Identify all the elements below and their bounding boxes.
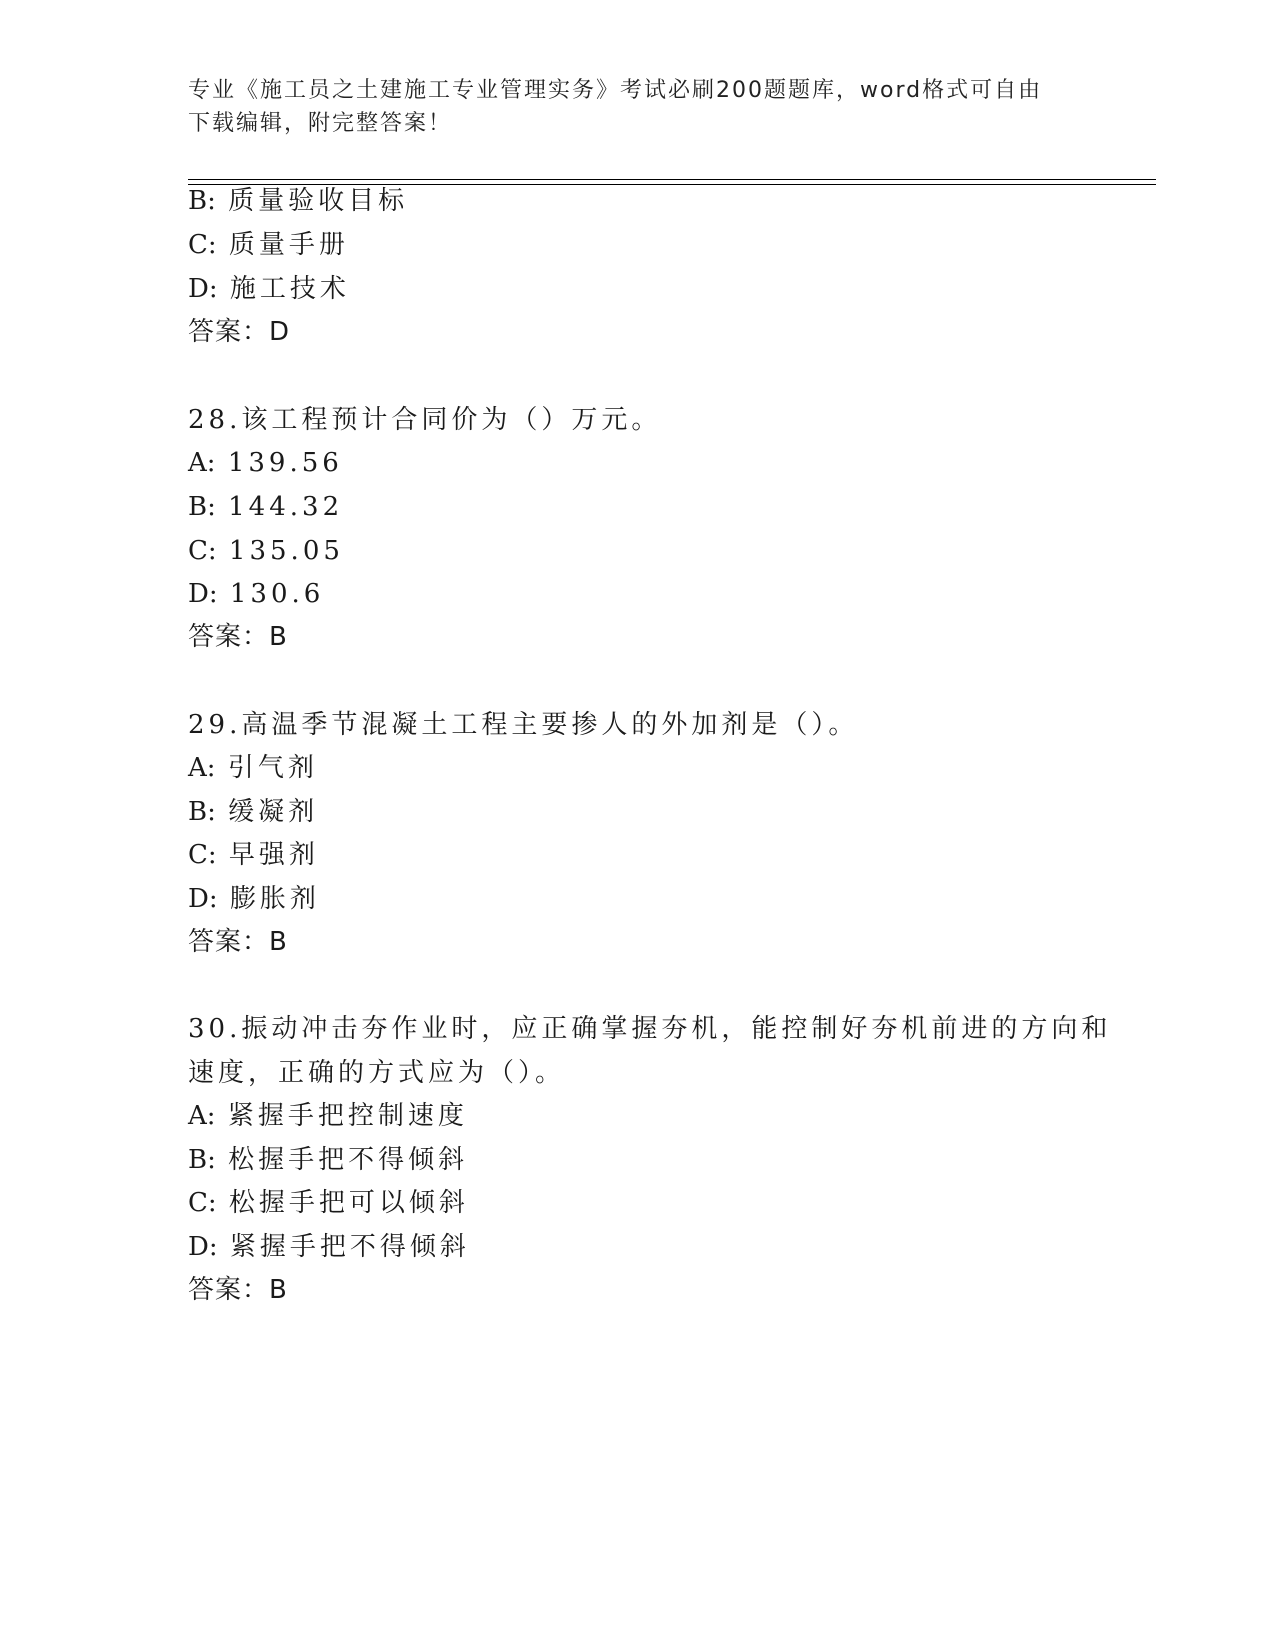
option-text: 松握手把可以倾斜	[228, 1188, 469, 1218]
option-key: C:	[188, 230, 217, 260]
option-d	[188, 579, 324, 609]
option-key: C:	[188, 536, 217, 566]
option-text: 130.6	[229, 579, 325, 609]
option-text: 质量验收目标	[228, 186, 409, 216]
option-a	[188, 753, 318, 783]
option-key: D:	[188, 579, 218, 609]
option-text: 紧握手把控制速度	[227, 1101, 468, 1131]
option-key: B:	[188, 1145, 216, 1175]
option-text: 引气剂	[227, 753, 318, 783]
answer-line: 答案：B	[188, 1275, 288, 1305]
option-d	[188, 884, 320, 914]
option-key: B:	[188, 797, 216, 827]
option-b	[188, 492, 343, 522]
option-c	[188, 1188, 469, 1218]
option-b	[188, 1145, 468, 1175]
question-stem: 28.该工程预计合同价为（）万元。	[188, 405, 662, 435]
option-d	[188, 274, 350, 304]
option-text: 缓凝剂	[228, 797, 319, 827]
option-text: 施工技术	[229, 274, 350, 304]
option-key: B:	[188, 186, 216, 216]
option-text: 膨胀剂	[229, 884, 320, 914]
header-line-2: 下载编辑，附完整答案！	[188, 111, 453, 136]
option-text: 139.56	[227, 448, 343, 478]
option-key: B:	[188, 492, 216, 522]
option-key: D:	[188, 274, 218, 304]
option-key: A:	[188, 448, 216, 478]
question-stem: 29.高温季节混凝土工程主要掺人的外加剂是（）。	[188, 710, 859, 740]
answer-line: 答案：B	[188, 927, 288, 957]
option-a	[188, 1101, 468, 1131]
option-d	[188, 1232, 470, 1262]
option-text: 135.05	[228, 536, 344, 566]
option-key: C:	[188, 840, 217, 870]
option-key: D:	[188, 884, 218, 914]
option-text: 质量手册	[228, 230, 349, 260]
option-key: A:	[188, 753, 216, 783]
option-key: D:	[188, 1232, 218, 1262]
option-b	[188, 797, 318, 827]
option-b	[188, 186, 408, 216]
option-c	[188, 230, 349, 260]
question-stem-continued: 速度，正确的方式应为（）。	[188, 1058, 566, 1088]
answer-line: 答案：D	[188, 317, 291, 347]
option-c	[188, 536, 344, 566]
option-text: 144.32	[228, 492, 344, 522]
option-key: C:	[188, 1188, 217, 1218]
answer-line: 答案：B	[188, 622, 288, 652]
option-text: 早强剂	[228, 840, 319, 870]
option-c	[188, 840, 319, 870]
header-line-1: 专业《施工员之土建施工专业管理实务》考试必刷200题题库，word格式可自由	[188, 78, 1043, 103]
header-divider-top	[188, 179, 1156, 180]
option-text: 松握手把不得倾斜	[228, 1145, 469, 1175]
option-text: 紧握手把不得倾斜	[229, 1232, 470, 1262]
question-stem: 30.振动冲击夯作业时，应正确掌握夯机，能控制好夯机前进的方向和	[188, 1014, 1112, 1044]
option-a	[188, 448, 343, 478]
document-header	[188, 74, 1068, 140]
header-divider-bottom	[188, 184, 1156, 185]
option-key: A:	[188, 1101, 216, 1131]
